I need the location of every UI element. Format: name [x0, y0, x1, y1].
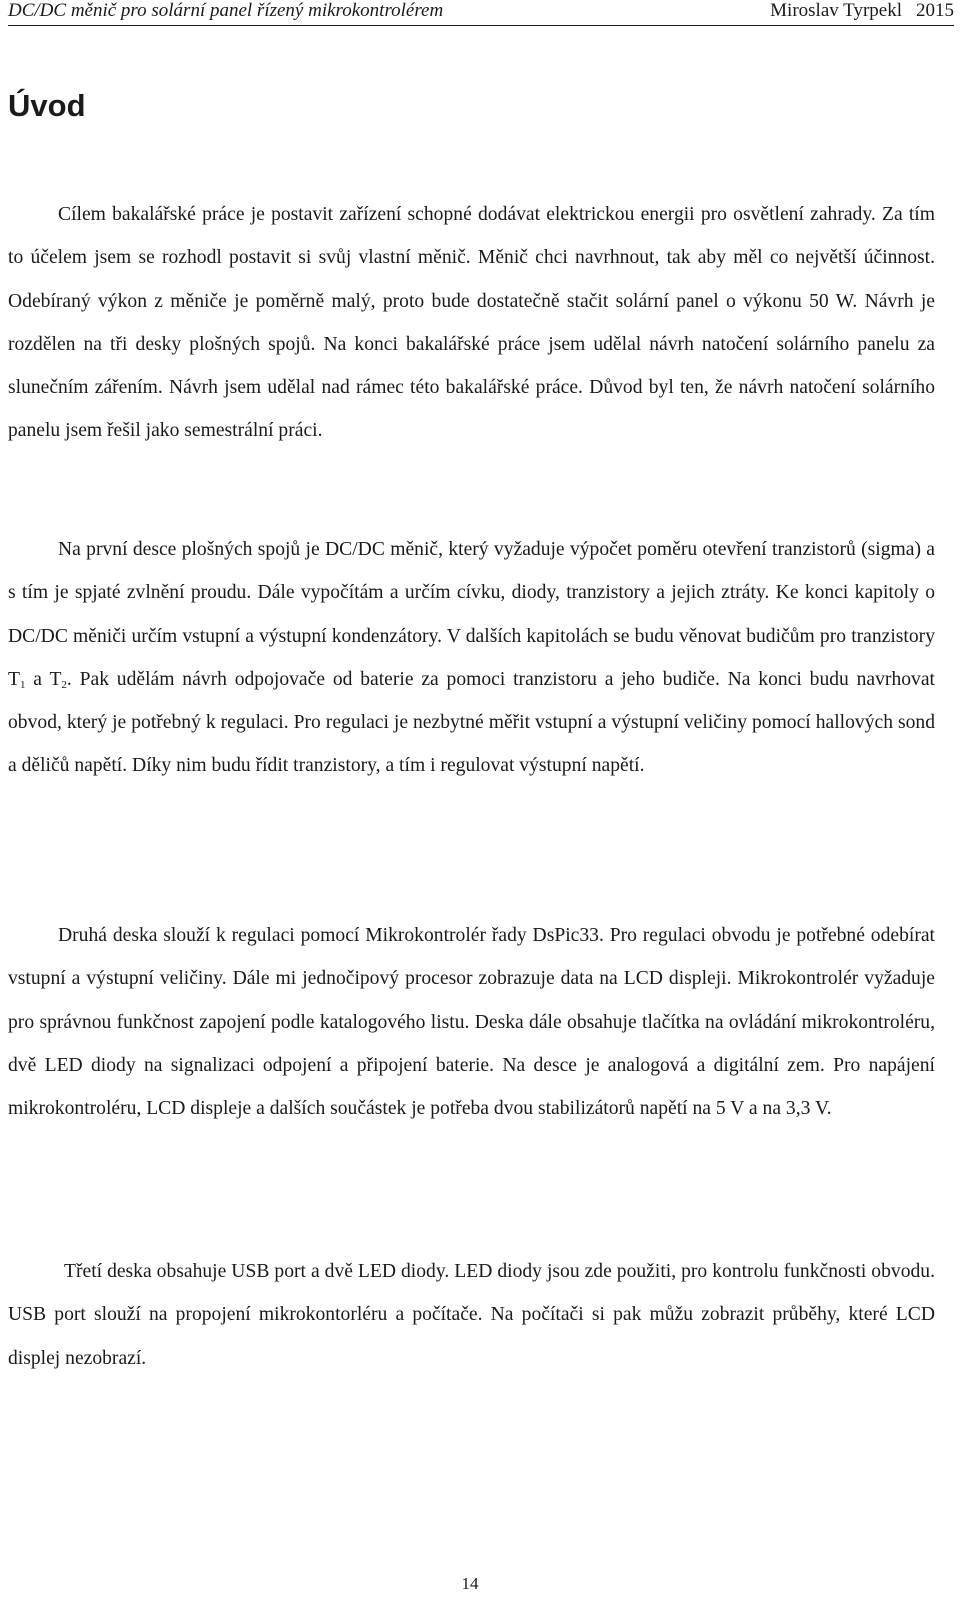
transistor-t1-subscript: 1 — [19, 678, 26, 691]
header-author: Miroslav Tyrpekl — [770, 0, 902, 21]
transistor-t2: $T_2$ — [49, 668, 67, 691]
paragraph-text-part: . Pak udělám návrh odpojovače od baterie za pomoci tranzistoru a jeho budiče. Na konci budu navrhovat obvod, který je potřebný k regulaci. Pro regulaci je nezbytné měřit vstupní a výstupní veličiny pomocí hallových sond a děličů napětí. Díky nim budu řídit tranzistory, a tím i regulovat výstupní napětí. — [8, 668, 935, 777]
paragraph-first-board — [8, 528, 935, 788]
header-year: 2015 — [916, 0, 954, 21]
paragraph-introduction — [8, 193, 935, 453]
transistor-t1: $T_1$ — [8, 668, 26, 691]
paragraph-second-board — [8, 914, 935, 1130]
page-number: 14 — [461, 1574, 479, 1593]
paragraph-text — [8, 528, 935, 788]
running-header — [8, 0, 954, 26]
paragraph-text: Třetí deska obsahuje USB port a dvě LED diody. LED diody jsou zde použiti, pro kontrolu funkčnosti obvodu. USB port slouží na propojení mikrokontorléru a počítače. Na počítači si pak můžu zobrazit průběhy, které LCD displej nezobrazí. — [8, 1261, 935, 1369]
conjunction: a — [33, 668, 42, 690]
header-title: DC/DC měnič pro solární panel řízený mikrokontrolérem — [8, 0, 444, 21]
paragraph-text: Druhá deska slouží k regulaci pomocí Mikrokontrolér řady DsPic33. Pro regulaci obvodu je potřebné odebírat vstupní a výstupní veličiny. Dále mi jednočipový procesor zobrazuje data na LCD displeji. Mikrokontrolér vyžaduje pro správnou funkčnost zapojení podle katalogového listu. Deska dále obsahuje tlačítka na ovládání mikrokontroléru, dvě LED diody na signalizaci odpojení a připojení baterie. Na desce je analogová a digitální zem. Pro napájení mikrokontroléru, LCD displeje a dalších součástek je potřeba dvou stabilizátorů napětí na 5 V a na 3,3 V. — [8, 925, 935, 1120]
paragraph-third-board — [8, 1250, 935, 1380]
paragraph-text-part: Na první desce plošných spojů je DC/DC měnič, který vyžaduje výpočet poměru otevření tranzistorů (sigma) a s tím je spjaté zvlnění proudu. Dále vypočítám a určím cívku, diody, tranzistory a jejich ztráty. Ke konci kapitoly o DC/DC měniči určím vstupní a výstupní kondenzátory. V dalších kapitolách se budu věnovat budičům pro tranzistory — [8, 539, 935, 647]
header-author-year — [770, 0, 954, 22]
paragraph-text: Cílem bakalářské práce je postavit zařízení schopné dodávat elektrickou energii pro osvětlení zahrady. Za tím to účelem jsem se rozhodl postavit si svůj vlastní měnič. Měnič chci navrhnout, tak aby měl co největší účinnost. Odebíraný výkon z měniče je poměrně malý, proto bude dostatečně stačit solární panel o výkonu 50 W. Návrh je rozdělen na tři desky plošných spojů. Na konci bakalářské práce jsem udělal návrh natočení solárního panelu za slunečním zářením. Návrh jsem udělal nad rámec této bakalářské práce. Důvod byl ten, že návrh natočení solárního panelu jsem řešil jako semestrální práci. — [8, 204, 935, 442]
transistor-t2-subscript: 2 — [61, 678, 67, 691]
chapter-title: Úvod — [8, 88, 86, 123]
